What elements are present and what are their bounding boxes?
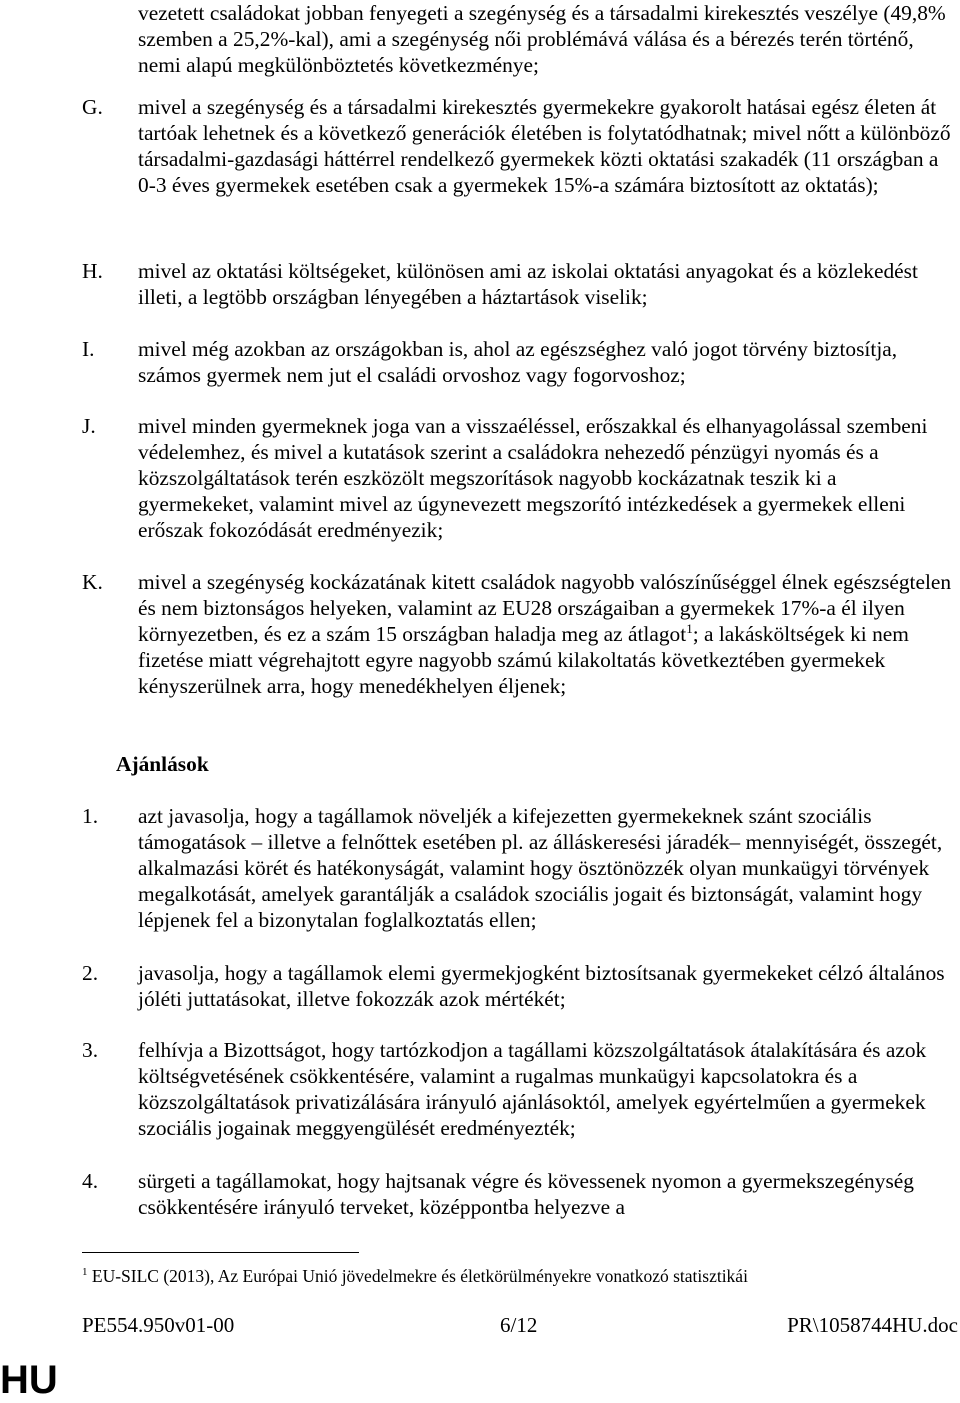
footnote-separator [82,1252,359,1253]
recital-label: H. [82,259,103,283]
recital-text: mivel még azokban az országokban is, ahol az egészséghez való jogot törvény biztosítja, számos gyermek nem jut el családi orvoshoz vagy fogorvoshoz; [138,337,898,387]
recital-label: J. [82,414,96,438]
recommendation-text: sürgeti a tagállamokat, hogy hajtsanak végre és kövessenek nyomon a gyermekszegénység csökkentésére irányuló terveket, középpontba helyezve a [138,1169,914,1219]
recital-text: mivel a szegénység és a társadalmi kirekesztés gyermekekre gyakorolt hatásai egész életen át tartóak lehetnek és a következő generációk életében is folytatódhatnak; mivel nőtt a különböző társadalmi-gazdasági háttérrel rendelkező gyermekek közti oktatási szakadék (11 országban a 0-3 éves gyermekek esetében csak a gyermekek 15%-a számára biztosított az oktatás); [138,95,951,197]
continuation-paragraph: vezetett családokat jobban fenyegeti a szegénység és a társadalmi kirekesztés veszélye (49,8% szemben a 25,2%-kal), ami a szegénység női problémává válása és a bérezés terén történő, nemi alapú megkülönböztetés következménye; [138,1,946,77]
recommendation-2 [82,960,957,1012]
recital-j [82,413,957,543]
recommendation-3 [82,1037,957,1141]
recommendation-number: 2. [82,961,99,985]
footer-file-name: PR\1058744HU.doc [787,1313,958,1337]
recital-k [82,569,957,699]
recital-label: I. [82,337,95,361]
recital-i [82,336,957,388]
recital-text-after: ; a lakásköltségek ki nem fizetése miatt végrehajtott egyre nagyobb számú kilakoltatás következtében gyermekek kényszerülnek arra, hogy menedékhelyen éljenek; [138,622,909,698]
recital-text [138,569,957,699]
recital-h [82,258,957,310]
recommendation-text: javasolja, hogy a tagállamok elemi gyermekjogként biztosítsanak gyermekeket célzó általános jóléti juttatásokat, illetve fokozzák azok mértékét; [138,961,945,1011]
recital-label: K. [82,570,103,594]
language-code: HU [0,1358,58,1402]
recommendation-4 [82,1168,957,1220]
recommendation-1 [82,803,957,933]
footnote-reference[interactable]: 1 [686,620,693,636]
recital-label: G. [82,95,103,119]
recommendation-text: azt javasolja, hogy a tagállamok növeljék a kifejezetten gyermekeknek szánt szociális támogatások – illetve a felnőttek esetében pl. az álláskeresési járadék– mennyiségét, összegét, alkalmazási körét és hatékonyságát, valamint hogy ösztönözzék olyan munkaügyi törvények megalkotását, amelyek garantálják a családok szociális jogait és biztonságát, valamint hogy lépjenek fel a bizonytalan foglalkoztatás ellen; [138,804,943,932]
recommendation-number: 3. [82,1038,99,1062]
recital-text-before: mivel a szegénység kockázatának kitett családok nagyobb valószínűséggel élnek egészségtelen és nem biztonságos helyeken, valamint az EU28 országaiban a gyermekek 17%-a él ilyen környezetben, és ez a szám 15 országban haladja meg az átlagot [138,570,952,646]
footnote [82,1265,748,1287]
footer-page-number: 6/12 [500,1313,538,1337]
footnote-text: EU-SILC (2013), Az Európai Unió jövedelmekre és életkörülményekre vonatkozó statisztikái [91,1266,748,1286]
footer-doc-ref: PE554.950v01-00 [82,1313,235,1337]
recital-g [82,94,957,198]
section-heading: Ajánlások [116,752,209,776]
recommendation-text: felhívja a Bizottságot, hogy tartózkodjon a tagállami közszolgáltatások átalakítására és azok költségvetésének csökkentésére, valamint a rugalmas munkaügyi kapcsolatokra és a közszolgáltatások privatizálására irányuló ajánlásoktól, amelyek egyértelműen a gyermekek szociális jogainak meggyengülését eredményezték; [138,1038,927,1140]
footnote-number: 1 [82,1266,88,1279]
recommendation-number: 4. [82,1169,99,1193]
recital-text: mivel az oktatási költségeket, különösen ami az iskolai oktatási anyagokat és a közlekedést illeti, a legtöbb országban lényegében a háztartások viselik; [138,259,918,309]
recommendation-number: 1. [82,804,99,828]
recital-text: mivel minden gyermeknek joga van a visszaéléssel, erőszakkal és elhanyagolással szembeni védelemhez, és mivel a kutatások szerint a családokra nehezedő pénzügyi nyomás és a közszolgáltatások terén eszközölt megszorítások nagyobb kockázatnak teszik ki a gyermekeket, valamint mivel az úgynevezett megszorító intézkedések a gyermekek elleni erőszak fokozódását eredményezik; [138,414,928,542]
